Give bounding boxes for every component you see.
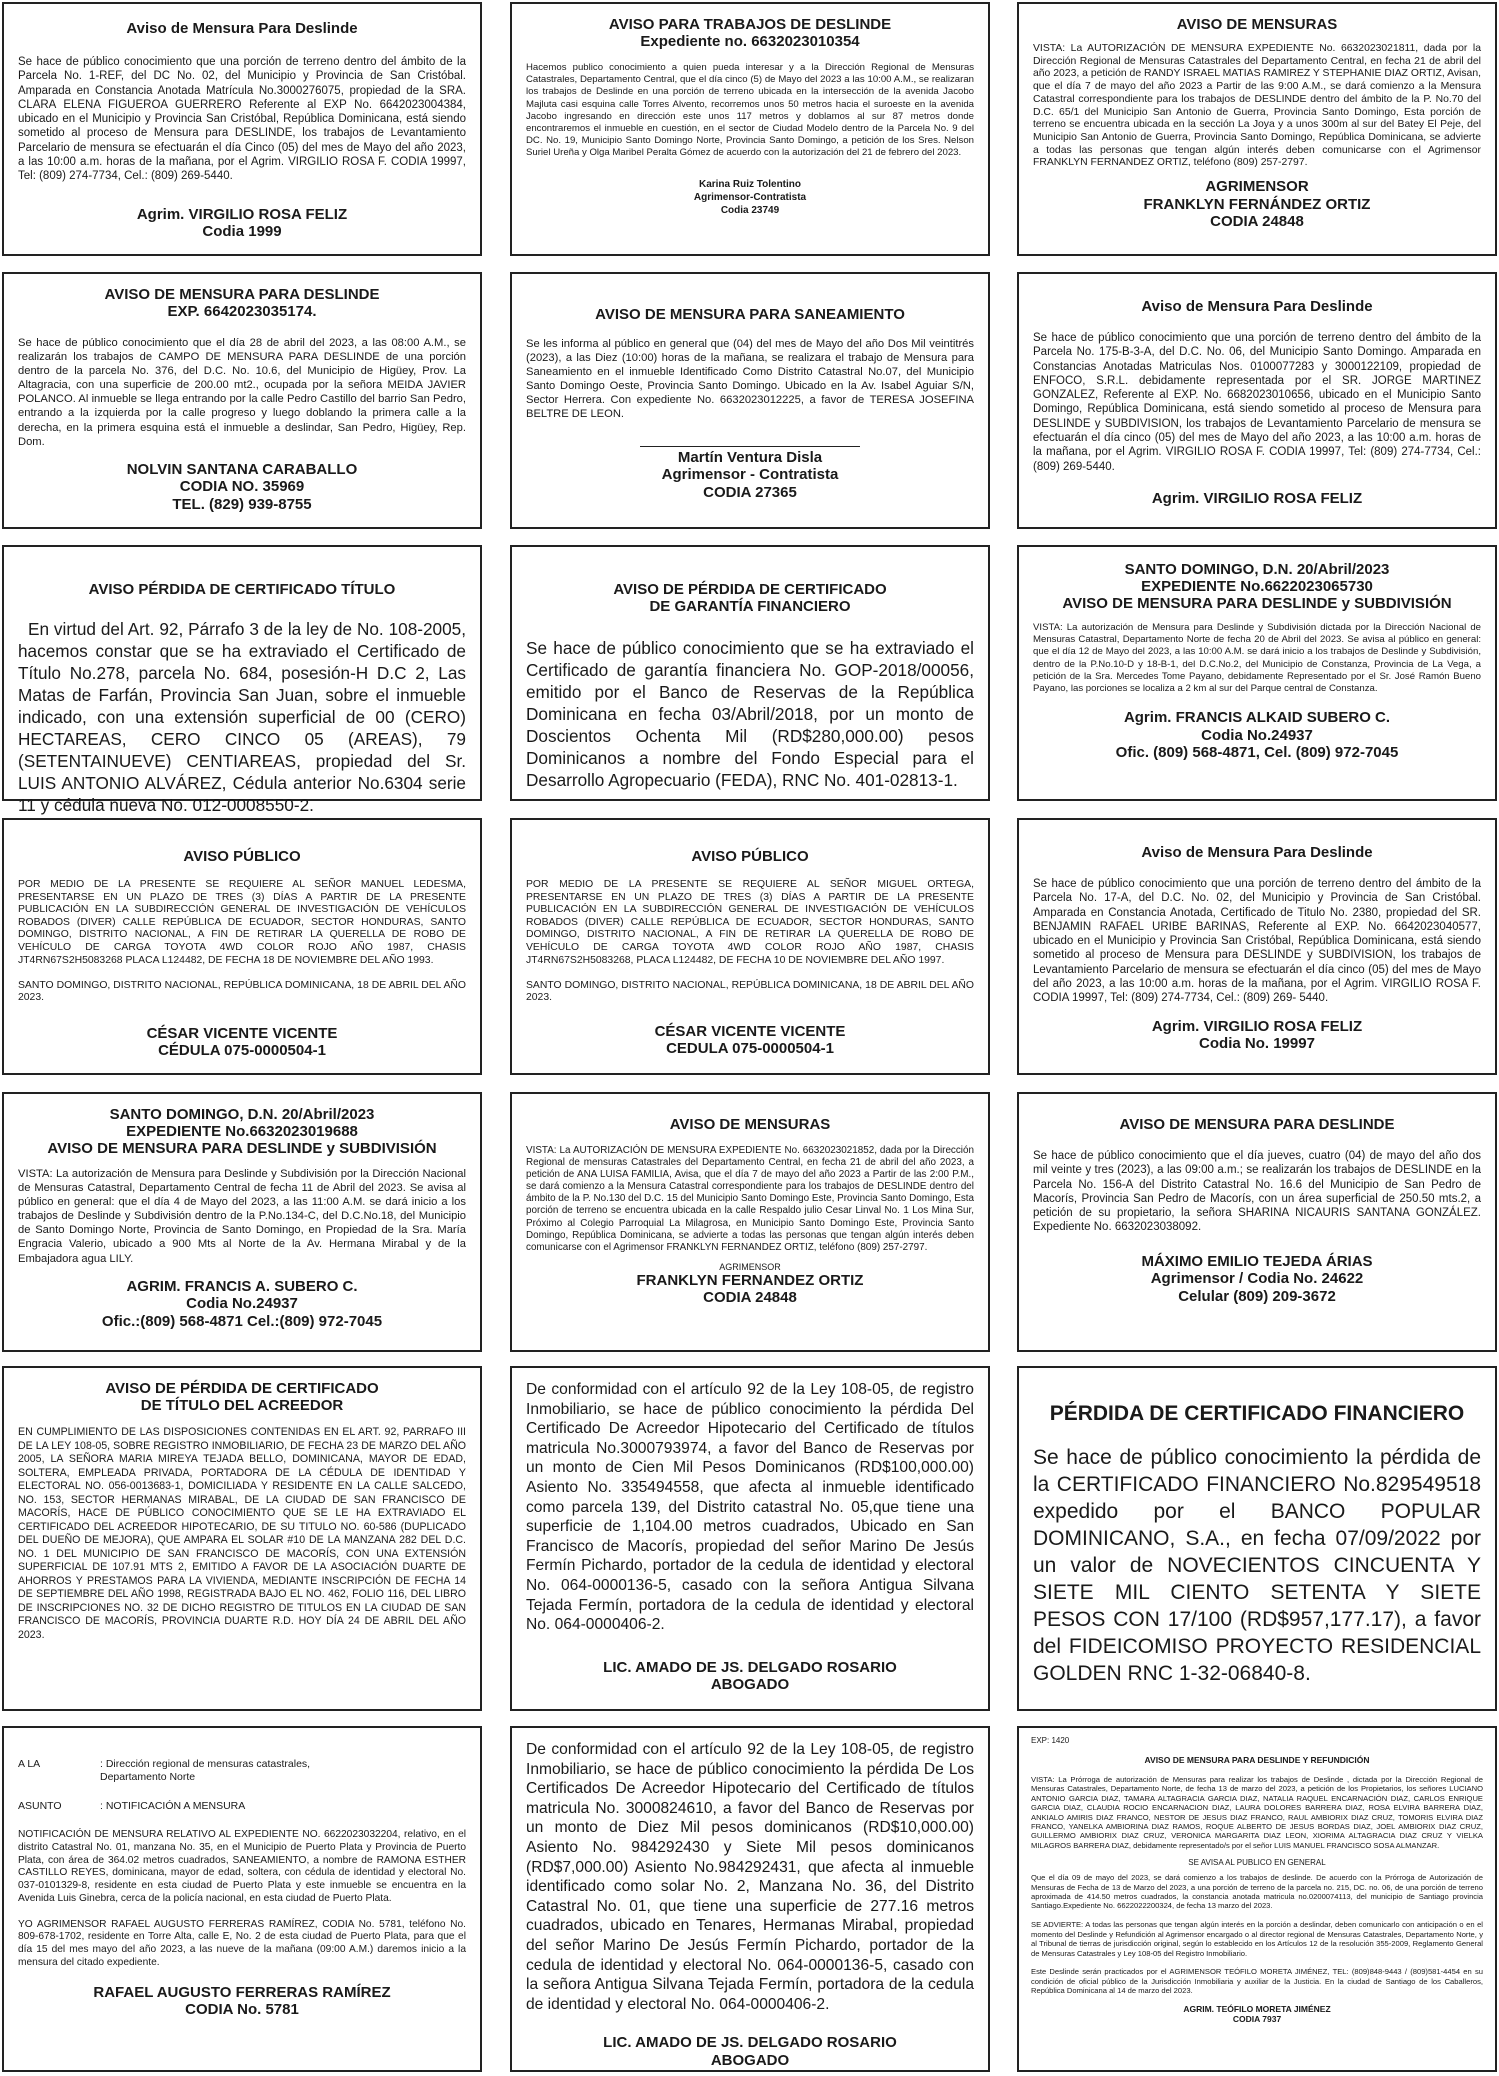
notice-title: AVISO DE MENSURA PARA DESLINDE EXP. 6642023035174. (104, 286, 380, 320)
notice-title: AVISO PÚBLICO (691, 848, 809, 865)
signature-label: AGRIMENSOR (719, 1261, 781, 1272)
notice-perdida-garantia (510, 545, 990, 801)
notice-body: Se hace de público conocimiento que el día 28 de abril del 2023, a las 08:00 A.M., se realizarán los trabajos de CAMPO DE MENSURA PARA DESLINDE de una porción dentro de la parcela No. 376, del D.C. No. 10.6, del Municipio de Higüey, Prov. La Altagracia, con una superficie de 200.00 mt2., ocupada por la señora MEIDA JAVIER POLANCO. Al inmueble se llega entrando por la calle Pedro Castillo del barrio San Pedro, entrando a la izquierda por la calle progreso y luego doblando la primera calle a la derecha, en la primera esquina está el inmueble a deslindar, San Pedro, Higüey, Rep. Dom. (18, 337, 466, 448)
notice-deslinde-subdivision-2 (2, 1092, 482, 1352)
notice-aviso-publico-1 (2, 818, 482, 1075)
notice-deslinde-175 (1017, 272, 1497, 529)
notice-body: VISTA: La Prórroga de autorización de Mensuras para realizar los trabajos de Deslinde , dictada por la Dirección Regional de Mensuras Catastrales, Departamento Norte, de fecha 13 de marzo del 2023, a petición de los Propietarios, los señores LUCIANO ANTONIO GARCIA DIAZ, TAMARA ALTAGRACIA GARCIA DIAZ, NATALIA RAQUEL ENCARNACIÓN DIAZ, CARLOS ENRIQUE GARCIA DIAZ, CLAUDIA ROCIO ENCARNACION DIAZ, LAURA DOLORES BARRERA DIAZ, ROSA ELVIRA BARRERA DIAZ, ANKIALO AMIRIS DIAZ FRANCO, NESTOR DE JESUS DIAZ FRANCO, RAUL AMBIORIX DIAZ CRUZ, TOMORIS ELVIRA DIAZ FRANCO, YANELKA AMBIORINA DIAZ RAMOS, ROQUE ALBERTO DE JESUS BORDAS DIAZ, JOEL AMBIORIX DIAZ CRUZ, GUILLERMO AMBIORIX DIAZ CRUZ, VERONICA MARGARITA DIAZ LEON, XIORIMA ALTAGRACIA DIAZ CRUZ Y VIELKA MILAGROS BARRERA DIAZ, debidamente representado/s por el señor LUIS MANUEL FRANCISCO SOSA ALMANZAR. (1031, 1775, 1483, 1850)
notice-body: POR MEDIO DE LA PRESENTE SE REQUIERE AL SEÑOR MIGUEL ORTEGA, PRESENTARSE EN UN PLAZO DE TRES (3) DÍAS A PARTIR DE LA PRESENTE PUBLICACIÓN EN LA SUBDIRECCIÓN GENERAL DE INVESTIGACIÓN DE VEHÍCULOS ROBADOS (DIVER) CALLE REPÚBLICA DE ECUADOR, SECTOR HONDURAS, SANTO DOMINGO, DISTRITO NACIONAL, A FIN DE RETIRAR LA QUERELLA DE ROBO DE VEHÍCULO DE CARGA TOYOTA 4WD COLOR ROJO AÑO 1987, CHASIS JT4RN67S2H5083268, PLACA L124482, DE FECHA 10 DE NOVIEMBRE DEL AÑO 1997. SANTO DOMINGO, DISTRITO NACIONAL, REPÚBLICA DOMINICANA, 18 DE ABRIL DEL AÑO 2023. (526, 879, 974, 1004)
notice-deslinde-refundicion (1017, 1726, 1497, 2072)
notice-perdida-acreedor (2, 1366, 482, 1711)
notice-deslinde-1-ref (2, 2, 482, 256)
notice-signature: Agrim. VIRGILIO ROSA FELIZ (1151, 489, 1363, 507)
notice-deslinde-subdivision-1 (1017, 545, 1497, 801)
notice-body: VISTA: La autorización de Mensura para Deslinde y Subdivisión por la Dirección Nacional de Mensuras Catastral, Departamento Central de fecha 11 de Abril del 2023. Se avisa al público en general: que el día 4 de Mayo del 2023, a las 11:00 A.M. se dará inicio a los trabajos de Deslinde y Subdivisión dentro de la P.No.134-C, del D.C.No.18, del Municipio de Santo Domingo Norte, Provincia de Santo Domingo, en Propiedad de la Sra. María Engracia Valerio, ubicado a 900 Mts al Norte de la Av. Hermana Mirabal y de la Embajadora agua LILY. (18, 1168, 466, 1265)
notice-title: AVISO DE MENSURAS (669, 1116, 831, 1133)
notice-body: Se les informa al público en general que (04) del mes de Mayo del año Dos Mil veintitrés (2023), a las Diez (10:00) horas de la mañana, se realizara el trabajo de Mensura para Saneamiento en el inmueble Identificado Como Distrito Catastral No.07, del Municipio Santo Domingo Oeste, Provincia Santo Domingo. Ubicado en la Av. Isabel Aguiar S/N, Sector Herrera. Con expediente No. 6632023012225, a favor de TERESA JOSEFINA BELTRE DE LEON. (526, 338, 974, 421)
notice-title: AVISO PARA TRABAJOS DE DESLINDE Expediente no. 6632023010354 (608, 16, 892, 50)
notice-signature: CÉSAR VICENTE VICENTE CÉDULA 075-0000504-1 (146, 1024, 338, 1060)
notice-saneamiento (510, 272, 990, 529)
notice-body: Se hace de público conocimiento que se ha extraviado el Certificado de garantía financiera No. GOP-2018/00056, emitido por el Banco de Reservas de la República Dominicana en fecha 03/Abril/2018, por un monto de Doscientos Ochenta Mil (RD$280,000.00) pesos Dominicanos a nombre del Fondo Especial para el Desarrollo Agropecuario (FEDA), RNC No. 401-02813-1. (526, 638, 974, 790)
subject-row (18, 1800, 466, 1813)
notice-body: VISTA: La AUTORIZACIÓN DE MENSURA EXPEDIENTE No. 6632023021811, dada por la Dirección Regional de Mensuras Catastrales del Departamento Central, en fecha 21 de abril del año 2023, a petición de RANDY ISRAEL MATIAS RAMIREZ Y STEPHANIE DIAZ ORTIZ, Avisan, que el día 7 de mayo del año 2023 a Partir de las 9:00 A.M., se dará comienzo a la Mensura Catastral correspondiente para los trabajos de DESLINDE dentro del ámbito de la P. No.70 del D.C. 65/1 del Municipio San Antonio de Guerra, Provincia Santo Domingo, Esta porción de terreno se encuentra ubicada en la sección La Joya y a unos 300m al sur del Batey El Peje, del Municipio San Antonio de Guerra, Provincia Santo Domingo, República Dominicana, se advierte a todas las personas que tengan algún interés deben comunicarse con el Agrimensor FRANKLYN FERNANDEZ ORTIZ, teléfono (809) 257-2797. (1033, 43, 1481, 169)
notice-body: Se hace de público conocimiento que el día jueves, cuatro (04) de mayo del año dos mil veinte y tres (2023), a las 09:00 a.m.; se realizarán los trabajos de DESLINDE en la Parcela No. 156-A del Distrito Catastral No. 16.6 del Municipio de San Pedro de Macorís, Provincia San Pedro de Macorís, con un área superficial de 250.50 mts.2, a petición de su propietario, la señora SHARINA NICAURIS SANTANA GONZÁLEZ. Expediente No. 6632023038092. (1033, 1150, 1481, 1234)
notice-perdida-hipotecario-1 (510, 1366, 990, 1711)
notice-title: SANTO DOMINGO, D.N. 20/Abril/2023 EXPEDIENTE No.6632023019688 AVISO DE MENSURA PARA DESLINDE y SUBDIVISIÓN (47, 1106, 437, 1157)
notice-body: POR MEDIO DE LA PRESENTE SE REQUIERE AL SEÑOR MANUEL LEDESMA, PRESENTARSE EN UN PLAZO DE TRES (3) DÍAS A PARTIR DE LA PRESENTE PUBLICACIÓN EN LA SUBDIRECCIÓN GENERAL DE INVESTIGACIÓN DE VEHÍCULOS ROBADOS (DIVER) CALLE REPÚBLICA DE ECUADOR, SECTOR HONDURAS, SANTO DOMINGO, DISTRITO NACIONAL, A FIN DE RETIRAR LA QUERELLA DE ROBO DE VEHÍCULO DE CARGA TOYOTA 4WD COLOR ROJO AÑO 1987, CHASIS JT4RN67S2H5083268 PLACA L124482, DE FECHA 18 DE NOVIEMBRE DEL AÑO 1993. SANTO DOMINGO, DISTRITO NACIONAL, REPÚBLICA DOMINICANA, 18 DE ABRIL DEL AÑO 2023. (18, 879, 466, 1004)
notice-body: De conformidad con el artículo 92 de la Ley 108-05, de registro Inmobiliario, se hace de público conocimiento la pérdida Del Certificado De Acreedor Hipotecario del Certificado de títulos matricula No.3000793974, a favor del Banco de Reservas por un monto de Cien Mil Pesos Dominicanos (RD$100,000.00) Asiento No. 335494558, que afecta al inmueble identificado como parcela 139, del Distrito catastral No. 05,que tiene una superficie de 1,104.00 metros cuadrados, Ubicado en San Francisco de Macorís, propiedad del señor Marino De Jesús Fermín Pichardo, portador de la cedula de identidad y electoral No. 064-0000136-5, casado con la señora Antigua Silvana Tejada Fermín, portadora de la cedula de identidad y electoral No. 064-0000406-2. (526, 1381, 974, 1634)
notice-body: En virtud del Art. 92, Párrafo 3 de la ley de No. 108-2005, hacemos constar que se ha extraviado el Certificado de Título No.278, parcela No. 684, posesión-H D.C 2, Las Matas de Farfán, Provincia San Juan, sobre el inmueble indicado, con una extensión superficial de 00 (CERO) HECTAREAS, CERO CINCO 05 (AREAS), 79 (SETENTAINUEVE) CENTIAREAS, propiedad del Sr. LUIS ANTONIO ALVÁREZ, Cédula anterior No.6304 serie 11 y cédula nueva No. 012-0008550-2. (18, 619, 466, 815)
notice-body: Se hace de público conocimiento que una porción de terreno dentro del ámbito de la Parcela No. 17-A, del D.C. No. 02, del Municipio y Provincia de San Cristóbal. Amparada en Constancia Anotada, Certificado de Titulo No. 2380, propiedad del SR. BENJAMIN RAFAEL URIBE BARINAS, Referente al EXP. No. 6642023040577, ubicado en el Municipio y Provincia San Cristóbal, República Dominicana, está siendo sometido al proceso de Mensura para DESLINDE y SUBDIVISION, los trabajos de Levantamiento Parcelario de mensura se efectuarán el día cinco (05) del mes de Mayo del año 2023, a las 10:00 a.m. horas de la mañana, por el Agrim. VIRGILIO ROSA F. CODIA 19997, Tel: (809) 274-7734, Cel.: (809) 269- 5440. (1033, 878, 1481, 1005)
notice-signature: Agrim. VIRGILIO ROSA FELIZ Codia 1999 (136, 205, 348, 241)
notice-title: AVISO DE MENSURA PARA DESLINDE (1119, 1116, 1395, 1133)
notice-title: SANTO DOMINGO, D.N. 20/Abril/2023 EXPEDIENTE No.6622023065730 AVISO DE MENSURA PARA DESLINDE y SUBDIVISIÓN (1062, 561, 1452, 612)
notice-body: Que el día 09 de mayo del 2023, se dará comienzo a los trabajos de deslinde. De acuerdo con la Prórroga de Autorización de Mensuras de Fecha de 13 de Marzo del 2023, a una porción de terreno de la parcela no. 215, DC. no. 06, de una porción de terreno aproximada de 414.50 metros cuadrados, la constancia anotada matricula no.0200074113, del municipio de Santiago provincia Santiago.Expediente No. 6622022200324, de fecha 13 marzo del 2023. SE ADVIERTE: A todas las personas que tengan algún interés en la porción a deslindar, deben comunicarlo con anticipación o en el momento del Deslinde y Refundición al Agrimensor encargado o al director regional de Mensuras Catastrales, Departamento Norte, y al Tribunal de tierras de jurisdicción original, según lo establecido en los Artículos 12 de la resolución 355-2009, Reglamento General de Mensuras Catastrales y Ley 108-05 del Registro Inmobiliario. Este Deslinde serán practicados por el AGRIMENSOR TEÓFILO MORETA JIMÉNEZ, TEL: (809)848-9443 / (809)581-4454 en su condición de oficial público de la Jurisdicción Inmobiliaria y auxiliar de la Justicia. En la ciudad de Santiago de los Caballeros, República Dominicana al 14 de marzo del 2023. (1031, 1873, 1483, 1996)
a-la-value: : Dirección regional de mensuras catastrales, Departamento Norte (100, 1758, 311, 1783)
notice-body: NOTIFICACIÓN DE MENSURA RELATIVO AL EXPEDIENTE NO. 6622023032204, relativo, en el distrito Catastral No. 01, manzana No. 35, en el Municipio de Puerto Plata y Provincia de Puerto Plata, con área de 364.02 metros cuadrados, SANEAMIENTO, a nombre de RAMONA ESTHER CASTILLO REYES, dominicana, mayor de edad, soltera, con cédula de identidad y electoral No. 037-0101329-8, residente en esta ciudad de Puerto Plata y este inmueble se encuentra en la Avenida Luis Ginebra, cerca de la policía nacional, en esta ciudad de Puerto Plata. YO AGRIMENSOR RAFAEL AUGUSTO FERRERAS RAMÍREZ, CODIA No. 5781, teléfono No. 809-678-1702, residente en Torre Alta, calle E, No. 2 de esta ciudad de Puerto Plata, para que el día 15 del mes mayo del año 2023, a las nueve de la mañana (09:00 A.M.) daremos inicio a la mensura del citado expediente. (18, 1829, 466, 1968)
a-la-label: A LA (18, 1758, 41, 1770)
notice-signature: Agrim. FRANCIS ALKAID SUBERO C. Codia No.24937 Ofic. (809) 568-4871, Cel. (809) 972-7045 (1115, 709, 1399, 762)
notice-title: AVISO DE MENSURA PARA DESLINDE Y REFUNDICIÓN (1144, 1755, 1370, 1765)
notice-title: AVISO PÚBLICO (183, 848, 301, 865)
notice-title: Aviso de Mensura Para Deslinde (1141, 844, 1373, 861)
notice-perdida-hipotecario-2 (510, 1726, 990, 2072)
notice-title: AVISO PÉRDIDA DE CERTIFICADO TÍTULO (88, 581, 396, 598)
notice-signature: AGRIM. TEÓFILO MORETA JIMÉNEZ CODIA 7937 (1183, 2003, 1331, 2024)
notice-signature: MÁXIMO EMILIO TEJEDA ÁRIAS Agrimensor / Codia No. 24622 Celular (809) 209-3672 (1141, 1252, 1373, 1305)
notice-body: EN CUMPLIMIENTO DE LAS DISPOSICIONES CONTENIDAS EN EL ART. 92, PARRAFO III DE LA LEY 108-05, SOBRE REGISTRO INMOBILIARIO, DE FECHA 23 DE MARZO DEL AÑO 2005, LA SEÑORA MARIA MIREYA TEJADA BELLO, DOMINICANA, MAYOR DE EDAD, SOLTERA, EMPLEADA PRIVADA, PORTADORA DE LA CÉDULA DE IDENTIDAD Y ELECTORAL NO. 056-0013683-1, DOMICILIADA Y RESIDENTE EN LA CALLE SALCEDO, NO. 153, SECTOR HERMANAS MIRABAL, DE LA CIUDAD DE SAN FRANCISCO DE MACORÍS, HACE DE PÚBLICO CONOCIMIENTO QUE SE LE HA EXTRAVIADO EL CERTIFICADO DEL ACREEDOR HIPOTECARIO, DE SU TITULO NO. 60-586 (DUPLICADO DEL DUEÑO DE MEJORA), QUE AMPARA EL SOLAR #10 DE LA MANZANA 282 DEL D.C. NO. 1 DEL MUNICIPIO DE SAN FRANCISCO DE MACORÍS, CON UNA EXTENSIÓN SUPERFICIAL DE 107.91 MTS 2, EMITIDO A FAVOR DE LA ASOCIACIÓN DUARTE DE AHORROS Y PRESTAMOS PARA LA VIVIENDA, MEDIANTE INSCRIPCIÓN DE FECHA 14 DE SEPTIEMBRE DEL AÑO 1998, REGISTRADA BAJO EL NO. 462, FOLIO 116, DEL LIBRO DE INSCRIPCIONES NO. 32 DE DICHO REGISTRO DE TITULOS EN LA CIUDAD DE SAN FRANCISCO DE MACORÍS, PROVINCIA DUARTE R.D. HOY DÍA 24 DE ABRIL DEL AÑO 2023. (18, 1426, 466, 1641)
asunto-value: : NOTIFICACIÓN A MENSURA (100, 1800, 246, 1812)
notice-body: De conformidad con el artículo 92 de la Ley 108-05, de registro Inmobiliario, se hace de público conocimiento la pérdida De Los Certificados De Acreedor Hipotecario del Certificado de títulos matricula No. 3000824610, a favor del Banco de Reservas por un monto de Diez Mil pesos dominicanos (RD$10,000.00) Asiento No. 984292430 y Siete Mil pesos dominicanos (RD$7,000.00) Asiento No.984292431, que afecta al inmueble identificado como solar No. 2, Manzana No. 36, del Distrito Catastral No. 01, que tiene una superficie de 277.16 metros cuadrados, ubicado en Tenares, Hermanas Mirabal, propiedad del señor Marino De Jesús Fermín Pichardo, portador de la cedula de identidad y electoral No. 064-0000136-5, casado con la señora Antigua Silvana Tejada Fermín, portadora de la cedula de identidad y electoral No. 064-0000406-2. (526, 1741, 974, 2013)
notice-title: Aviso de Mensura Para Deslinde (126, 20, 358, 37)
notice-perdida-financiero (1017, 1366, 1497, 1711)
notice-title: Aviso de Mensura Para Deslinde (1141, 298, 1373, 315)
notice-signature: AGRIMENSOR FRANKLYN FERNÁNDEZ ORTIZ CODIA 24848 (1143, 178, 1371, 231)
notice-title: AVISO DE PÉRDIDA DE CERTIFICADO DE GARANTÍA FINANCIERO (613, 581, 887, 615)
notice-mensuras-2 (510, 1092, 990, 1352)
notice-trabajos-deslinde (510, 2, 990, 256)
notice-mensuras-1 (1017, 2, 1497, 256)
notice-signature: NOLVIN SANTANA CARABALLO CODIA NO. 35969 TEL. (829) 939-8755 (126, 460, 358, 513)
notice-signature: AGRIM. FRANCIS A. SUBERO C. Codia No.24937 Ofic.:(809) 568-4871 Cel.:(809) 972-7045 (101, 1277, 383, 1330)
notice-deslinde-156a (1017, 1092, 1497, 1352)
notice-body: Hacemos publico conocimiento a quien pueda interesar y a la Dirección Regional de Mensuras Catastrales, Departamento Central, que el día cinco (5) de Mayo del 2023 a las 10:00 A.M., se realizaran los trabajos de Deslinde en una porción de terreno ubicada en la intersección de la avenida Jacobo Majluta casi esquina calle Torres Alvento, recorremos unos 50 metros hacia el suroeste en la avenida Jacobo ingresando en dirección este unos 117 metros y doblamos al sur 87 metros donde encontraremos el inmueble en cuestión, en el sector de Ciudad Modelo dentro de la Parcela No. 9 del DC. No. 19, Municipio Santo Domingo Norte, Provincia Santo Domingo, a petición de los Sres. Nelson Suriel Ureña y Olga Maribel Peralta Gómez de acuerdo con la autorización del 21 de febrero del 2023. (526, 62, 974, 159)
notice-title: AVISO DE MENSURA PARA SANEAMIENTO (595, 306, 905, 323)
notice-aviso-publico-2 (510, 818, 990, 1075)
notice-perdida-titulo (2, 545, 482, 815)
notice-body: VISTA: La AUTORIZACIÓN DE MENSURA EXPEDIENTE No. 6632023021852, dada por la Dirección Regional de mensuras Catastrales del Departamento Central, en fecha 21 de abril del año 2023, a petición de ANA LUISA FAMILIA, Avisa, que el día 7 de mayo del año 2023 a Partir de las 2:00 P.M., se dará comienzo a la Mensura Catastral correspondiente para los trabajos de DESLINDE dentro del ámbito de la P. No.130 del D.C. 15 del Municipio Santo Domingo Este, Provincia Santo Domingo, Esta porción de terreno se encuentra ubicada en la calle Respaldo julio Cesar Linval No. 1 Los Mina Sur, Próximo al Colegio Parroquial La Milagrosa, en Municipio Santo Domingo Este, Provincia Santo Domingo, República Dominicana, se advierte a todas las personas que tengan algún interés deben comunicarse con el Agrimensor FRANKLYN FERNANDEZ ORTIZ, teléfono (809) 257-2797. (526, 1145, 974, 1253)
notice-body: VISTA: La autorización de Mensura para Deslinde y Subdivisión dictada por la Dirección Nacional de Mensuras Catastral, Departamento Norte de fecha 20 de Abril del 2023. Se avisa al público en general: que el día 12 de Mayo del 2023, a las 10:00 A.M. se dará inicio a los trabajos de Deslinde y Subdivisión, dentro de la P.No.10-D y 18-B-1, del D.C.No.2, del Municipio de Constanza, Provincia de La Vega, a petición de la Sra. Mercedes Tome Payano, debidamente Representado por el Sr. José Ramón Bueno Payano, las porciones se localiza a 2 km al sur del Parque central de Constanza. (1033, 622, 1481, 695)
notice-deslinde-17a (1017, 818, 1497, 1075)
notice-body: Se hace de público conocimiento que una porción de terreno dentro del ámbito de la Parcela No. 175-B-3-A, del D.C. No. 06, del Municipio Santo Domingo. Amparada en Constancias Anotadas Matriculas Nos. 0100077283 y 3000122109, propiedad de ENFOCO, S.R.L. debidamente representada por el SR. JORGE MARTINEZ GONZALEZ, Referente al EXP. No. 6682023010656, ubicado en el Municipio Santo Domingo, República Dominicana, está siendo sometido al proceso de Mensura para DESLINDE y SUBDIVISION, los trabajos de Levantamiento Parcelario de mensura se efectuarán el día cinco (05) del mes de Mayo del año 2023, a las 10:00 a.m. horas de la mañana, por el Agrim. VIRGILIO ROSA F. CODIA 19997, Tel: (809) 274-7734, Cel.: (809) 269-5440. (1033, 332, 1481, 473)
asunto-label: ASUNTO (18, 1800, 62, 1812)
notice-signature: Karina Ruiz Tolentino Agrimensor-Contratista Codia 23749 (693, 178, 807, 216)
notice-signature: LIC. AMADO DE JS. DELGADO ROSARIO ABOGADO (603, 1658, 897, 1694)
notice-deslinde-exp (2, 272, 482, 529)
signature-line (640, 446, 860, 447)
notice-signature: Martín Ventura Disla Agrimensor - Contratista CODIA 27365 (661, 448, 839, 501)
notice-signature: LIC. AMADO DE JS. DELGADO ROSARIO ABOGADO (603, 2034, 897, 2069)
notice-body: Se hace de público conocimiento la pérdida de la CERTIFICADO FINANCIERO No.829549518 expedido por el BANCO POPULAR DOMINICANO, S.A., en fecha 07/09/2022 por un valor de NOVECIENTOS CINCUENTA Y SIETE MIL CIENTO SETENTA Y SIETE PESOS CON 17/100 (RD$957,177.17), a favor del FIDEICOMISO PROYECTO RESIDENCIAL GOLDEN RNC 1-32-06840-8. (1033, 1446, 1481, 1685)
notice-signature: RAFAEL AUGUSTO FERRERAS RAMÍREZ CODIA No. 5781 (93, 1983, 391, 2019)
notice-notificacion-mensura (2, 1726, 482, 2072)
notice-title: AVISO DE PÉRDIDA DE CERTIFICADO DE TÍTULO DEL ACREEDOR (105, 1380, 379, 1414)
address-row (18, 1758, 466, 1784)
notice-signature: Agrim. VIRGILIO ROSA FELIZ Codia No. 19997 (1151, 1017, 1363, 1053)
notice-subheading: SE AVISA AL PUBLICO EN GENERAL (1188, 1858, 1326, 1868)
expediente-number: EXP: 1420 (1031, 1736, 1070, 1745)
notice-body: Se hace de público conocimiento que una porción de terreno dentro del ámbito de la Parcela No. 1-REF, del DC No. 02, del Municipio y Provincia de San Cristóbal. Amparada en Constancia Anotada Matrícula No.3000276075, propiedad de la SRA. CLARA ELENA FIGUEROA GUERRERO Referente al EXP No. 6642023004384, ubicado en el Municipio y Provincia San Cristóbal, República Dominicana, está siendo sometido al proceso de Mensura para DESLINDE, los trabajos de Levantamiento Parcelario de mensura se efectuarán el día Cinco (05) del mes de Mayo del año 2023, a las 10:00 a.m. horas de la mañana, por el Agrim. VIRGILIO ROSA F. CODIA 19997, Tel: (809) 274-7734, Cel.: (809) 269-5440. (18, 56, 466, 183)
notice-title: AVISO DE MENSURAS (1176, 16, 1338, 33)
notice-signature: CÉSAR VICENTE VICENTE CEDULA 075-0000504-1 (654, 1022, 846, 1058)
notice-signature: FRANKLYN FERNANDEZ ORTIZ CODIA 24848 (636, 1271, 864, 1307)
notice-title: PÉRDIDA DE CERTIFICADO FINANCIERO (1049, 1402, 1465, 1425)
